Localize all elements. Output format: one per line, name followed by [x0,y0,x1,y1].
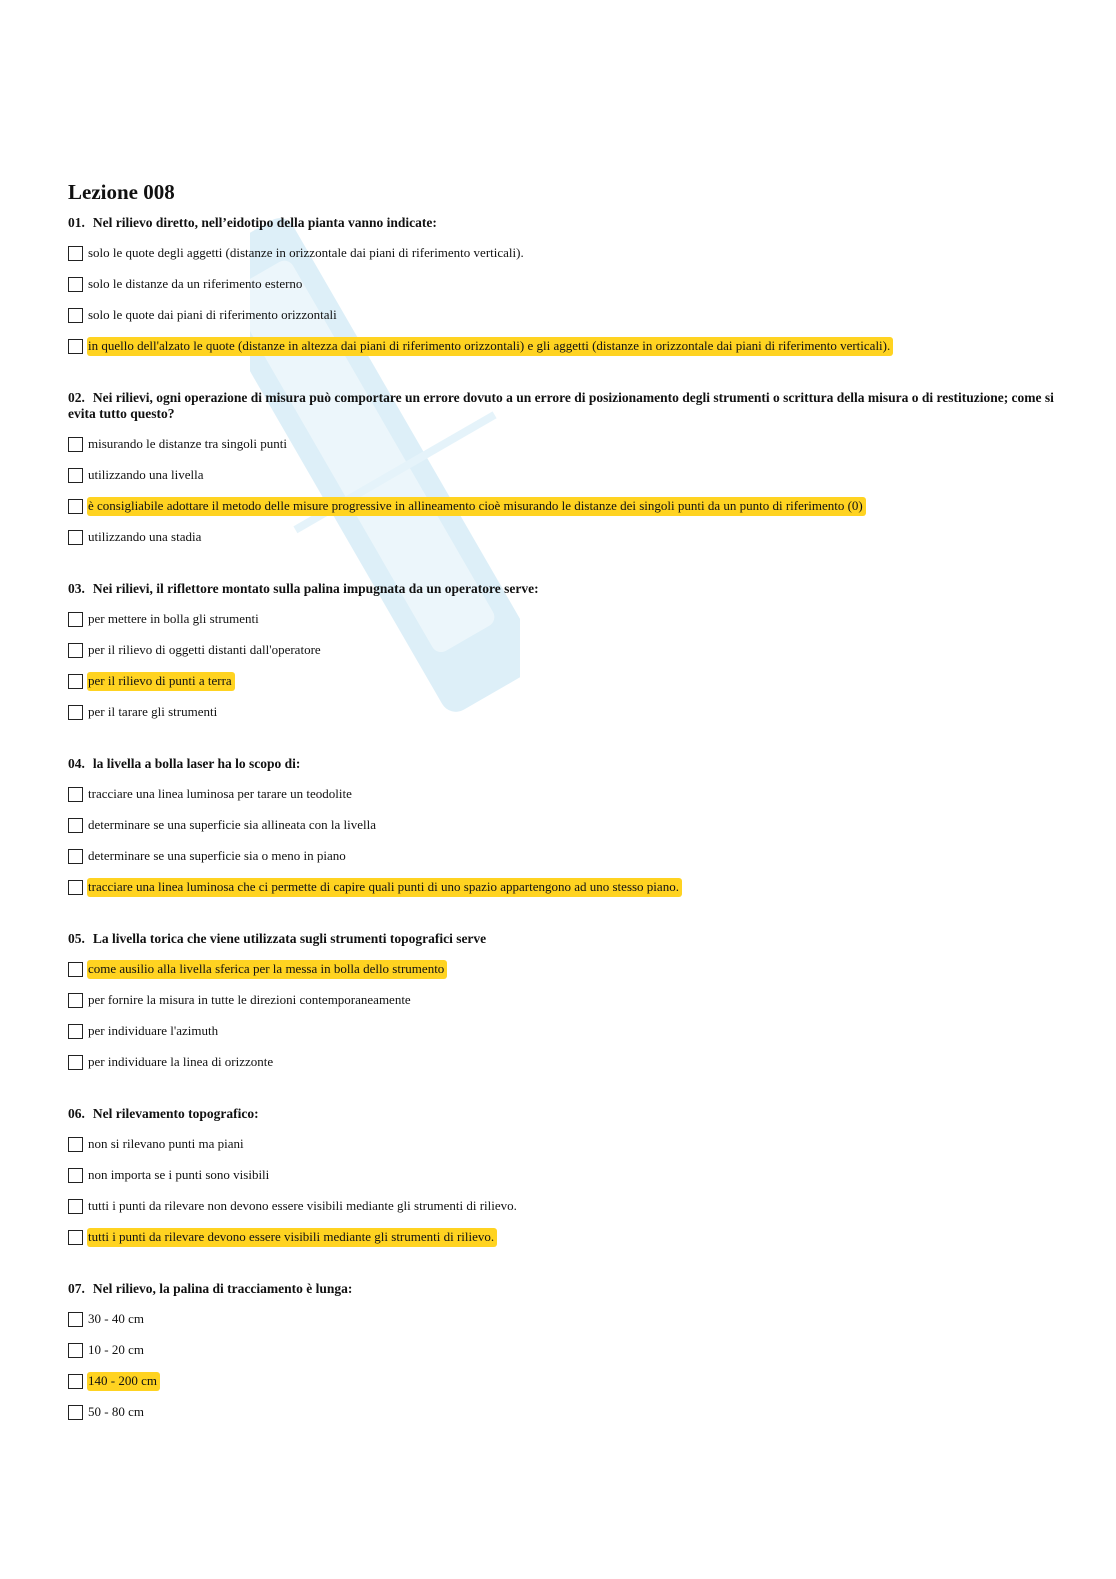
answer-option[interactable] [68,841,1058,872]
question [68,581,1058,728]
answer-checkbox[interactable] [68,1168,83,1183]
answer-checkbox[interactable] [68,849,83,864]
answer-checkbox[interactable] [68,1137,83,1152]
answer-checkbox[interactable] [68,246,83,261]
answer-label: per fornire la misura in tutte le direzioni contemporaneamente [88,992,411,1007]
answer-checkbox[interactable] [68,1055,83,1070]
page-title: Lezione 008 [68,180,175,204]
answer-option[interactable] [68,300,1058,331]
question-number: 01. [68,215,85,230]
answer-checkbox[interactable] [68,1405,83,1420]
answer-label: per individuare l'azimuth [88,1023,219,1038]
question-label: Nel rilievo, la palina di tracciamento è lunga: [92,1281,353,1296]
answer-label: 10 - 20 cm [88,1342,144,1357]
answer-checkbox[interactable] [68,277,83,292]
question-number: 04. [68,756,85,771]
answer-option[interactable] [68,429,1058,460]
answer-option[interactable] [68,954,1058,985]
question-number: 05. [68,931,85,946]
answer-label: solo le distanze da un riferimento esterno [88,276,303,291]
answer-label-highlighted: come ausilio alla livella sferica per la messa in bolla dello strumento [87,960,447,979]
answer-label: determinare se una superficie sia allineata con la livella [88,817,377,832]
answer-label: solo le quote degli aggetti (distanze in orizzontale dai piani di riferimento verticali). [88,245,524,260]
question-number: 07. [68,1281,85,1296]
answer-checkbox[interactable] [68,674,83,689]
question-text [68,390,1058,422]
question-text [68,756,1058,772]
answer-label: per individuare la linea di orizzonte [88,1054,274,1069]
answer-option[interactable] [68,1397,1058,1428]
question-text [68,931,1058,947]
answer-checkbox[interactable] [68,612,83,627]
answer-checkbox[interactable] [68,880,83,895]
answer-label: non importa se i punti sono visibili [88,1167,270,1182]
answer-checkbox[interactable] [68,1343,83,1358]
answer-checkbox[interactable] [68,1230,83,1245]
answer-label: 30 - 40 cm [88,1311,144,1326]
answer-option[interactable] [68,238,1058,269]
answer-option[interactable] [68,666,1058,697]
answer-label: per il tarare gli strumenti [88,704,218,719]
answer-option[interactable] [68,604,1058,635]
answer-label: 50 - 80 cm [88,1404,144,1419]
answer-label-highlighted: tutti i punti da rilevare devono essere visibili mediante gli strumenti di rilievo. [87,1228,497,1247]
question [68,756,1058,903]
document-page [68,180,1058,1456]
answer-checkbox[interactable] [68,1024,83,1039]
answer-option[interactable] [68,1335,1058,1366]
answer-option[interactable] [68,1160,1058,1191]
answer-option[interactable] [68,872,1058,903]
question-text [68,1281,1058,1297]
question-number: 02. [68,390,85,405]
question-label: Nei rilievi, il riflettore montato sulla palina impugnata da un operatore serve: [92,581,539,596]
answer-option[interactable] [68,522,1058,553]
answer-label-highlighted: per il rilievo di punti a terra [87,672,235,691]
answer-option[interactable] [68,1304,1058,1335]
answer-label: tutti i punti da rilevare non devono essere visibili mediante gli strumenti di rilievo. [88,1198,517,1213]
question-text [68,581,1058,597]
answer-label: utilizzando una stadia [88,529,202,544]
answer-label: per il rilievo di oggetti distanti dall'operatore [88,642,321,657]
answer-option[interactable] [68,810,1058,841]
question [68,390,1058,553]
question-text [68,1106,1058,1122]
answer-option[interactable] [68,985,1058,1016]
answer-option[interactable] [68,1016,1058,1047]
answer-label-highlighted: 140 - 200 cm [87,1372,160,1391]
answer-option[interactable] [68,635,1058,666]
answer-option[interactable] [68,1366,1058,1397]
question [68,1106,1058,1253]
question-text [68,215,1058,231]
answer-option[interactable] [68,1129,1058,1160]
question-label: Nel rilievo diretto, nell’eidotipo della pianta vanno indicate: [92,215,437,230]
answer-option[interactable] [68,1222,1058,1253]
answer-option[interactable] [68,460,1058,491]
answer-checkbox[interactable] [68,787,83,802]
question-label: La livella torica che viene utilizzata sugli strumenti topografici serve [92,931,487,946]
question-number: 03. [68,581,85,596]
answer-checkbox[interactable] [68,1374,83,1389]
answer-label: determinare se una superficie sia o meno in piano [88,848,346,863]
answer-checkbox[interactable] [68,339,83,354]
answer-label: misurando le distanze tra singoli punti [88,436,287,451]
answer-checkbox[interactable] [68,437,83,452]
answer-label-highlighted: è consigliabile adottare il metodo delle misure progressive in allineamento cioè misurando le distanze dei singoli punti da un punto di riferimento (0) [87,497,866,516]
answer-option[interactable] [68,269,1058,300]
answer-option[interactable] [68,697,1058,728]
question [68,931,1058,1078]
question [68,215,1058,362]
answer-checkbox[interactable] [68,643,83,658]
answer-checkbox[interactable] [68,1199,83,1214]
answer-option[interactable] [68,1047,1058,1078]
question-number: 06. [68,1106,85,1121]
question [68,1281,1058,1428]
answer-checkbox[interactable] [68,705,83,720]
answer-label: solo le quote dai piani di riferimento orizzontali [88,307,337,322]
question-label: Nel rilevamento topografico: [92,1106,259,1121]
answer-label-highlighted: in quello dell'alzato le quote (distanze in altezza dai piani di riferimento orizzontali) e gli aggetti (distanze in orizzontale dai piani di riferimento verticali). [87,337,893,356]
answer-checkbox[interactable] [68,818,83,833]
answer-label-highlighted: tracciare una linea luminosa che ci permette di capire quali punti di uno spazio appartengono ad uno stesso piano. [87,878,682,897]
question-label: Nei rilievi, ogni operazione di misura può comportare un errore dovuto a un errore di posizionamento degli strumenti o scrittura della misura o di restituzione; come si evita tutto questo? [68,390,1054,421]
answer-checkbox[interactable] [68,530,83,545]
answer-checkbox[interactable] [68,499,83,514]
answer-label: tracciare una linea luminosa per tarare un teodolite [88,786,352,801]
answer-option[interactable] [68,1191,1058,1222]
answer-label: non si rilevano punti ma piani [88,1136,244,1151]
answer-checkbox[interactable] [68,993,83,1008]
answer-checkbox[interactable] [68,468,83,483]
answer-label: utilizzando una livella [88,467,204,482]
question-list [68,215,1058,1428]
answer-option[interactable] [68,491,1058,522]
answer-checkbox[interactable] [68,308,83,323]
answer-checkbox[interactable] [68,1312,83,1327]
question-label: la livella a bolla laser ha lo scopo di: [92,756,301,771]
answer-checkbox[interactable] [68,962,83,977]
answer-option[interactable] [68,779,1058,810]
answer-label: per mettere in bolla gli strumenti [88,611,259,626]
answer-option[interactable] [68,331,1058,362]
